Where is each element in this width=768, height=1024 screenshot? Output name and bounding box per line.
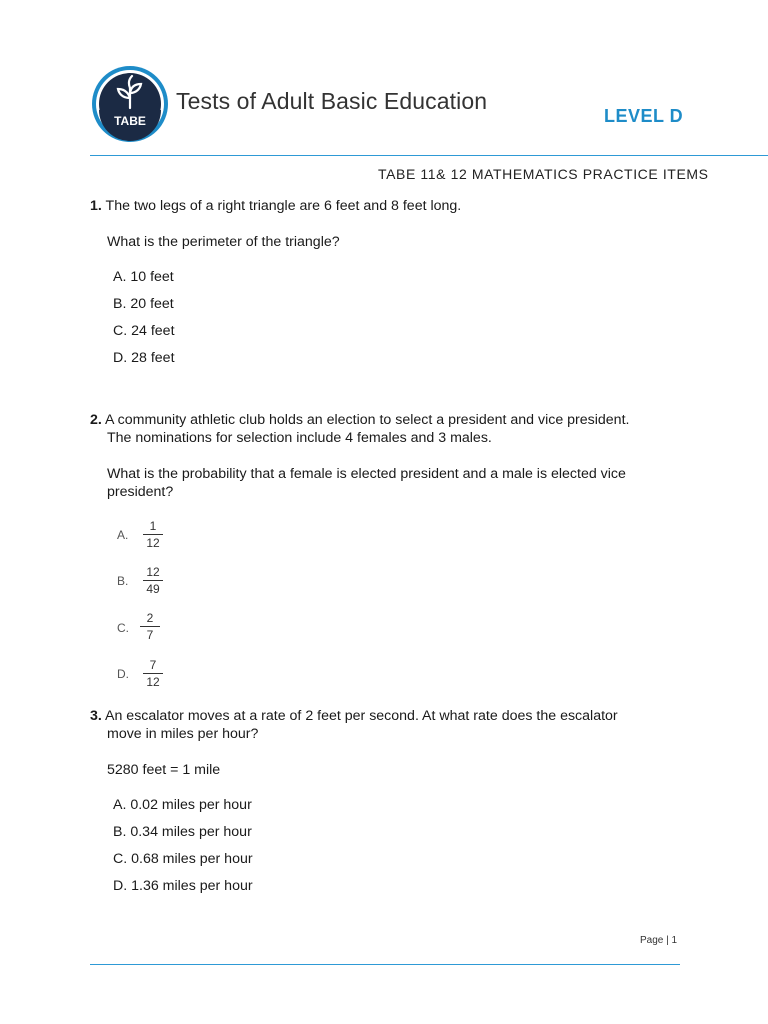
fraction-denominator: 49 bbox=[146, 582, 160, 596]
fraction-denominator: 7 bbox=[146, 628, 154, 642]
question-2-prompt-line-2: president? bbox=[107, 484, 174, 500]
fraction bbox=[141, 565, 165, 596]
question-3-text-line-2: move in miles per hour? bbox=[107, 726, 259, 742]
question-1-stem bbox=[90, 198, 461, 214]
question-3-option-a[interactable]: A. 0.02 miles per hour bbox=[113, 797, 252, 813]
question-3-conversion: 5280 feet = 1 mile bbox=[107, 762, 221, 778]
footer-divider bbox=[90, 964, 680, 965]
logo-text: TABE bbox=[114, 114, 146, 128]
brand-title: Tests of Adult Basic Education bbox=[176, 88, 488, 114]
level-label: LEVEL D bbox=[604, 106, 684, 126]
option-letter: A. bbox=[117, 528, 129, 542]
question-1-prompt: What is the perimeter of the triangle? bbox=[107, 234, 340, 250]
question-3-stem bbox=[90, 708, 618, 724]
question-3-text-line-1: An escalator moves at a rate of 2 feet per second. At what rate does the escalator bbox=[105, 708, 618, 724]
question-1-number: 1. bbox=[90, 198, 102, 214]
fraction bbox=[141, 519, 165, 550]
question-1-option-d[interactable]: D. 28 feet bbox=[113, 350, 175, 366]
option-letter: D. bbox=[117, 667, 129, 681]
question-1-option-c[interactable]: C. 24 feet bbox=[113, 323, 175, 339]
question-2-prompt-line-1: What is the probability that a female is elected president and a male is elected vice bbox=[107, 466, 626, 482]
fraction-numerator: 12 bbox=[146, 565, 160, 579]
option-letter: C. bbox=[117, 621, 129, 635]
tabe-logo bbox=[90, 64, 170, 144]
question-1-text: The two legs of a right triangle are 6 feet and 8 feet long. bbox=[105, 198, 462, 214]
header-divider bbox=[90, 155, 768, 156]
question-1-option-a[interactable]: A. 10 feet bbox=[113, 269, 174, 285]
option-letter: B. bbox=[117, 574, 129, 588]
fraction-denominator: 12 bbox=[146, 536, 160, 550]
fraction-numerator: 1 bbox=[149, 519, 157, 533]
question-2-text-line-2: The nominations for selection include 4 females and 3 males. bbox=[107, 430, 492, 446]
question-1-option-b[interactable]: B. 20 feet bbox=[113, 296, 174, 312]
question-3-option-c[interactable]: C. 0.68 miles per hour bbox=[113, 851, 253, 867]
fraction bbox=[141, 658, 165, 689]
question-2-stem bbox=[90, 412, 629, 428]
page-number: Page | 1 bbox=[640, 935, 678, 946]
question-3-option-d[interactable]: D. 1.36 miles per hour bbox=[113, 878, 253, 894]
fraction-numerator: 7 bbox=[149, 658, 157, 672]
fraction bbox=[138, 611, 162, 642]
fraction-numerator: 2 bbox=[146, 611, 154, 625]
question-2-number: 2. bbox=[90, 412, 102, 428]
page-subtitle: TABE 11& 12 MATHEMATICS PRACTICE ITEMS bbox=[378, 166, 709, 182]
fraction-denominator: 12 bbox=[146, 675, 160, 689]
question-2-text-line-1: A community athletic club holds an election to select a president and vice president. bbox=[105, 412, 630, 428]
question-3-number: 3. bbox=[90, 708, 102, 724]
question-3-option-b[interactable]: B. 0.34 miles per hour bbox=[113, 824, 252, 840]
